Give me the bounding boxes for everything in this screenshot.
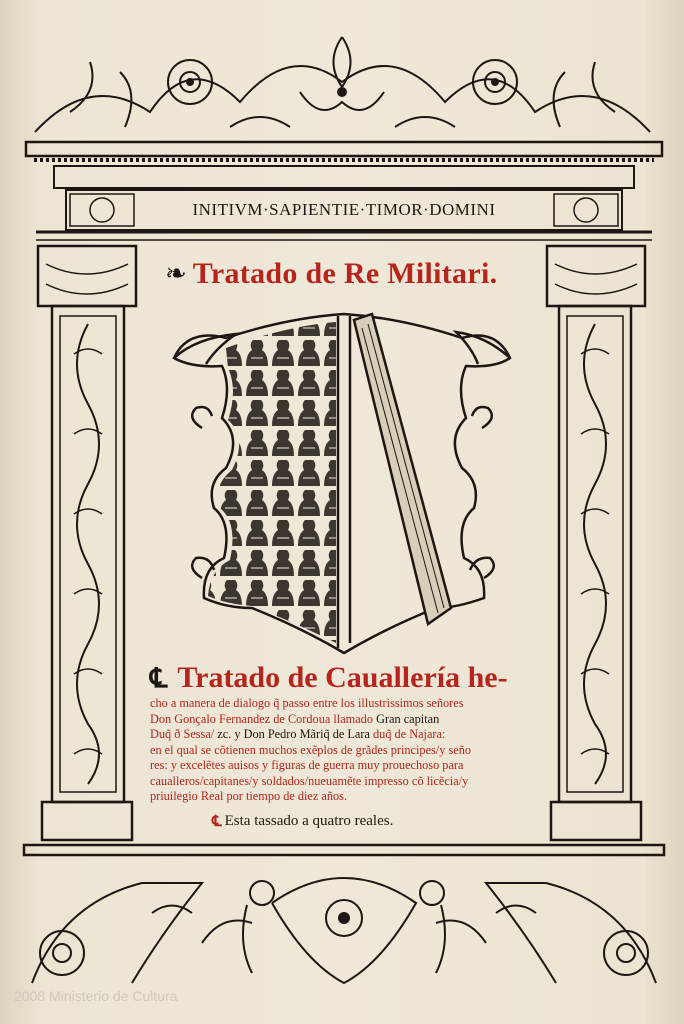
description-block [150, 696, 540, 805]
main-title-text: Tratado de Re Militari. [192, 257, 498, 290]
price-line [212, 810, 532, 832]
motto-band [138, 193, 550, 227]
description-line [150, 789, 540, 805]
fleuron-icon: ❧ [165, 259, 187, 289]
description-line [150, 774, 540, 790]
copyright-watermark: 2008 Ministerio de Cultura [14, 988, 178, 1004]
description-segment: cho a manera de dialogo q̃ passo entre los illustrissimos señores [150, 696, 464, 710]
description-segment: Duq̃ ð Sessa/ [150, 727, 218, 741]
subtitle [150, 660, 540, 696]
motto-text: INITIVM·SAPIENTIE·TIMOR·DOMINI [192, 200, 496, 219]
description-segment: zc. y Don Pedro Mãriq̃ de Lara [217, 727, 374, 741]
price-text: Esta tassado a quatro reales. [224, 812, 394, 829]
description-segment: Don Gonçalo Fernandez de Cordoua llamado [150, 711, 377, 726]
description-segment: res: y excelẽtes auisos y figuras de guerra muy prouechoso para [150, 758, 464, 772]
description-line [150, 727, 540, 743]
description-line [150, 696, 540, 712]
coat-of-arms [166, 308, 518, 658]
right-pillar [545, 244, 647, 844]
description-segment: en el qual se cõtienen muchos exẽplos de grãdes principes/y seño [150, 742, 471, 757]
description-line [150, 758, 540, 774]
main-title [165, 254, 545, 294]
paragraph-mark-icon: ℄ [212, 813, 222, 830]
description-segment: Gran capitan [376, 711, 440, 726]
entablature [24, 140, 664, 244]
description-line [150, 712, 540, 728]
description-segment: duq̃ de Najara: [373, 727, 446, 741]
description-segment: priuilegio Real por tiempo de diez años. [150, 789, 348, 803]
bottom-ornament [22, 843, 666, 991]
description-segment: caualleros/capitanes/y soldados/nueuamẽte impresso cõ licẽcia/y [150, 773, 469, 788]
left-pillar [36, 244, 138, 844]
description-line [150, 743, 540, 759]
paragraph-mark-icon: ℄ [150, 662, 168, 694]
top-ornament [30, 32, 655, 142]
subtitle-text: Tratado de Cauallería he- [177, 661, 508, 694]
